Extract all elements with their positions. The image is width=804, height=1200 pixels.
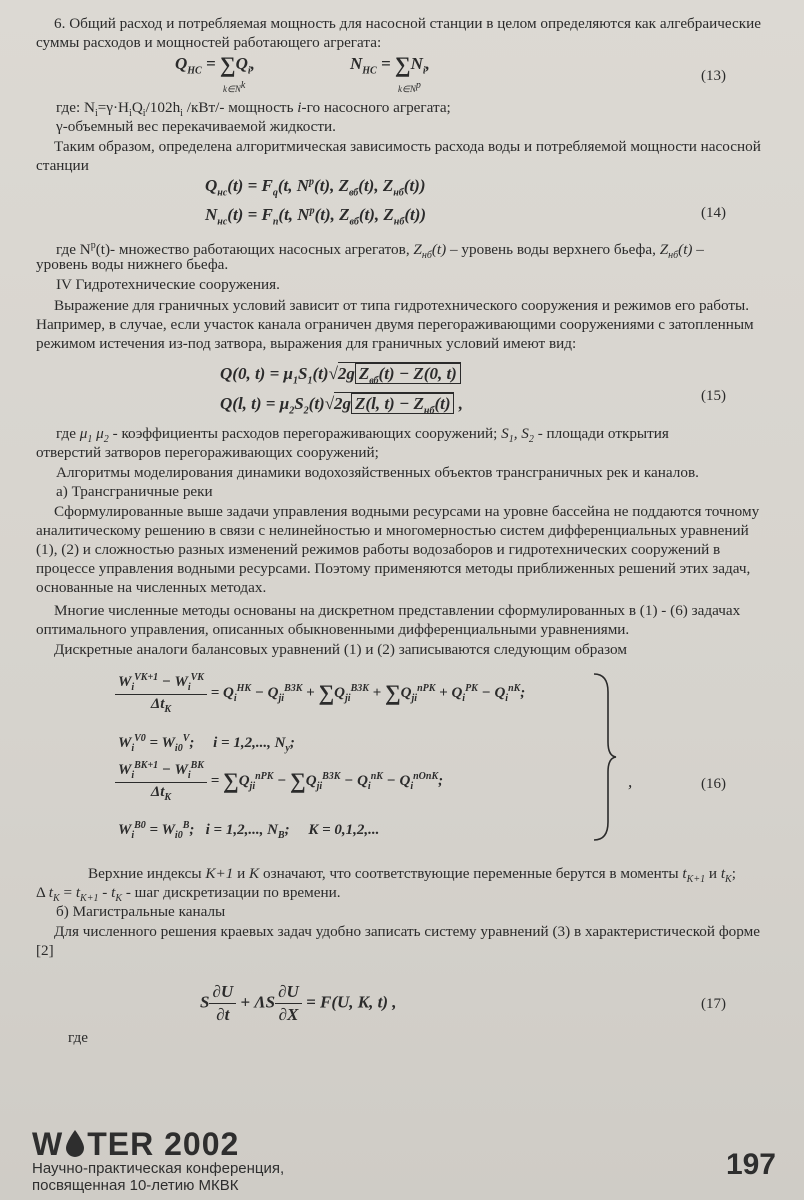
equation-14-power: $N_{нс}(t) = F_n(t$, $N^p(t)$, $Z_{вб}(t)$, $Z_{нб}(t)$) bbox=[205, 205, 427, 228]
logo-letter-w: W bbox=[32, 1126, 64, 1162]
logo-text: TER 2002 bbox=[87, 1126, 240, 1162]
equation-13-number: (13) bbox=[701, 68, 726, 84]
water-drop-icon bbox=[63, 1128, 87, 1158]
paragraph-gamma: γ-объемный вес перекачиваемой жидкости. bbox=[56, 118, 336, 135]
paragraph-pump-set-cont: уровень воды нижнего бьефа. bbox=[36, 256, 229, 273]
equation-16-number: (16) bbox=[701, 776, 726, 792]
paragraph-coefficients-cont: отверстий затворов перегораживающих сооружений; bbox=[36, 444, 379, 461]
paragraph-discrete-analogs: Дискретные аналоги балансовых уравнений (1) и (2) записываются следующим образом bbox=[54, 641, 627, 658]
paragraph-pump-set: где $N^p(t)-$ множество работающих насосных агрегатов, $Z_{нб}(t)$ – уровень воды верхнего бьефа, $Z_{нб}(t)$ – bbox=[56, 240, 704, 262]
footer-conference-line: Научно-практическая конференция, bbox=[32, 1160, 285, 1177]
paragraph-upper-indices: Верхние индексы K+1 и K означают, что соответствующие переменные берутся в моменты $t_{K+1}$ и $t_K$; bbox=[88, 865, 736, 886]
equation-16-line3: $\frac{W_i^{BK+1} - W_i^{BK}}{\Delta t_K}$ = $\sum Q_{ji}^{nPK} - \sum Q_{ji}^{B3K} - Q_i^{nK} - Q_i^{nOnK}$; bbox=[115, 760, 443, 803]
paragraph-time-step: Δ $t_K = t_{K+1} - t_K$ - шаг дискретизации по времени. bbox=[36, 884, 341, 905]
paragraph-total-flow: 6. Общий расход и потребляемая мощность для насосной станции в целом определяются как алгебраические суммы расходов и мощностей работающего агрегата: bbox=[36, 15, 761, 51]
paragraph-characteristic-form: Для численного решения краевых задач удобно записать систему уравнений (3) в характеристической форме [2] bbox=[36, 923, 760, 959]
equation-17-number: (17) bbox=[701, 996, 726, 1012]
heading-main-canals: б) Магистральные каналы bbox=[56, 903, 226, 920]
right-brace-icon bbox=[590, 672, 618, 842]
equation-15-a: Q(0, $t) = \mu_1S_1(t)√2g$ $Z_{вб}(t) - Z(0$, t) bbox=[220, 364, 461, 386]
paragraph-formulated-tasks: Сформулированные выше задачи управления водными ресурсами на уровне бассейна не поддаются точному аналитическому решению в связи с нелинейностью и многомерностью систем дифференциальных уравнений (1), (2) и сложностью разных изменений режимов работы водозаборов и гидротехнических сооружений в процессе управления водными ресурсами. Поэтому применяются методы приближенных решений этих задач, основанные на численных методах. bbox=[36, 503, 760, 596]
paragraph-algorithmic: Таким образом, определена алгоритмическая зависимость расхода воды и потребляемой мощности насосной станции bbox=[36, 138, 761, 174]
equation-13-left: $Q_{HC} = \sum Q_i$, $k\in N^k$ bbox=[175, 52, 255, 94]
heading-transboundary-rivers: а) Трансграничные реки bbox=[56, 483, 213, 500]
page-number: 197 bbox=[725, 1148, 776, 1181]
equation-15-b: Q(l, $t) = \mu_2S_2(t)√2g$ Z(l, $t) - Z_{нб}(t)$ , bbox=[220, 394, 463, 417]
paragraph-boundary: Выражение для граничных условий зависит от типа гидротехнического сооружения и режимов его работы. Например, в случае, если участок канала ограничен двумя перегораживающими сооружениями с затопленным режимом истечения из-под затвора, выражения для граничных условий имеют вид: bbox=[36, 297, 754, 352]
equation-15-number: (15) bbox=[701, 388, 726, 404]
paragraph-coefficients: где $\mu_1$ $\mu_2$ - коэффициенты расходов перегораживающих сооружений; $S_1$, $S_2$ - площади открытия bbox=[56, 425, 669, 446]
heading-algorithms: Алгоритмы моделирования динамики водохозяйственных объектов трансграничных рек и каналов. bbox=[56, 464, 699, 481]
equation-14-flow: $Q_{нс}(t) = F_q(t$, $N^p(t)$, $Z_{вб}(t)$, $Z_{нб}(t)$) bbox=[205, 176, 426, 199]
equation-16-line4: $W_i^{B0} = W_{i0}^B$; i = 1,2,..., $N_B$; K = 0,1,2,... bbox=[118, 820, 380, 841]
paragraph-power-def: где: $N_i=\gamma\cdot H_iQ_i/102h_i$ /кВт/- мощность i-го насосного агрегата; bbox=[56, 99, 451, 120]
footer-dedication-line: посвященная 10-летию МКВК bbox=[32, 1177, 239, 1194]
paragraph-where: где bbox=[68, 1029, 88, 1046]
equation-16-comma: , bbox=[628, 772, 633, 791]
equation-17: S $\frac{\partial U}{\partial t}$ + ΛS $\frac{\partial U}{\partial X}$ = F(U, K, t) , bbox=[200, 982, 397, 1024]
equation-16-line1: $\frac{W_i^{VK+1} - W_i^{VK}}{\Delta t_K}$ = $Q_i^{HK} - Q_{ji}^{B3K} + \sum Q_{ji}^{B3K} + \sum Q_{ji}^{nPK} + Q_i^{PK} - Q_i^{nK}$; bbox=[115, 672, 525, 715]
equation-13-right: $N_{HC} = \sum N_i$, $k\in N^p$ bbox=[350, 52, 430, 94]
equation-14-number: (14) bbox=[701, 205, 726, 221]
conference-logo bbox=[32, 1126, 239, 1163]
heading-hydro-structures: IV Гидротехнические сооружения. bbox=[56, 276, 280, 293]
equation-16-line2: $W_i^{V0} = W_{i0}^V$; i = 1,2,..., $N_y$; bbox=[118, 733, 295, 754]
paragraph-numerical-methods: Многие численные методы основаны на дискретном представлении сформулированных в (1) - (6) задачах оптимального управления, описанных обыкновенными дифференциальными уравнениями. bbox=[36, 602, 741, 638]
